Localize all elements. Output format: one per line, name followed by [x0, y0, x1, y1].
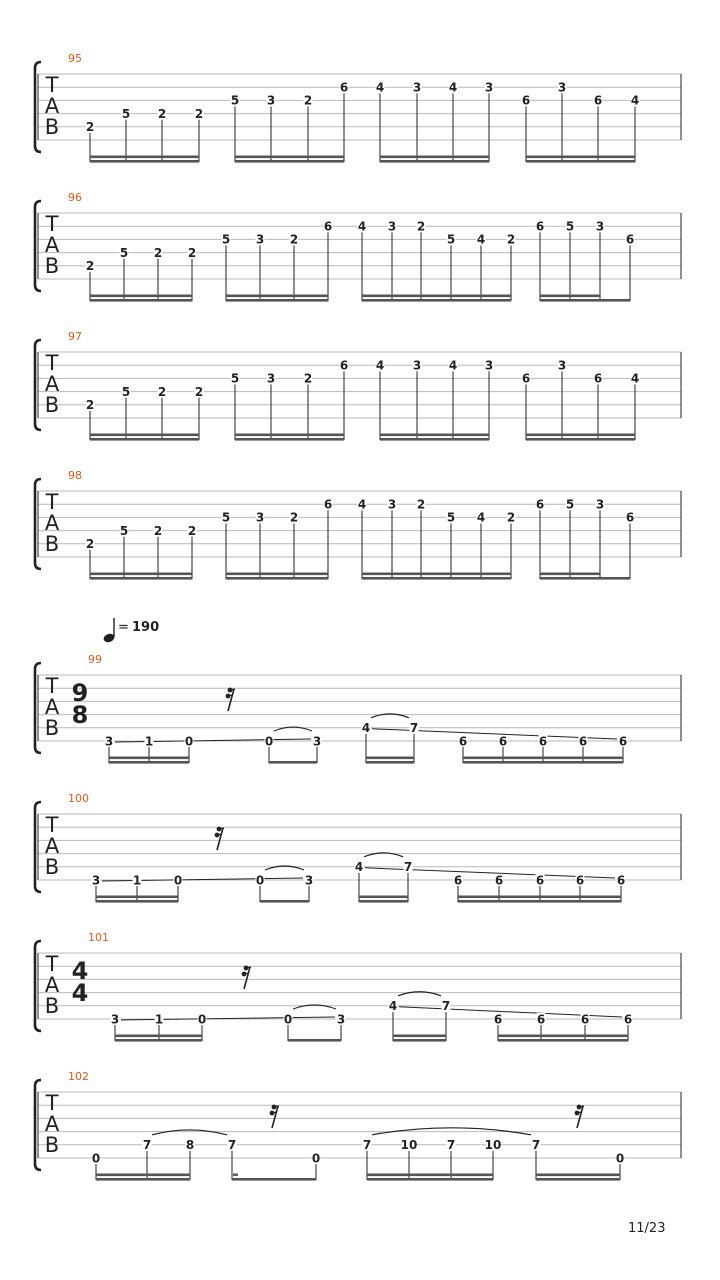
beam [463, 761, 623, 764]
fret-number: 0 [283, 1012, 293, 1027]
tab-system-95 [35, 52, 681, 163]
beam [393, 1035, 446, 1038]
fret-number: 10 [400, 1138, 418, 1153]
beam [90, 434, 199, 437]
beam [380, 160, 489, 163]
fret-number: 4 [357, 497, 367, 512]
fret-number: 6 [535, 873, 545, 888]
beam [380, 438, 489, 441]
fret-number: 6 [535, 497, 545, 512]
fret-number: 5 [221, 232, 231, 247]
fret-number: 5 [565, 497, 575, 512]
fret-number: 7 [531, 1138, 541, 1153]
tab-clef-letter: T [45, 1091, 59, 1115]
fret-number: 3 [255, 232, 265, 247]
beam [260, 900, 309, 903]
fret-number: 4 [448, 358, 458, 373]
fret-number: 4 [388, 999, 398, 1014]
fret-number: 3 [595, 219, 605, 234]
fret-number: 1 [132, 873, 142, 888]
beam [90, 156, 199, 159]
time-signature-digit: 9 [71, 679, 89, 707]
fret-number: 3 [266, 93, 276, 108]
fret-number: 2 [157, 384, 167, 399]
fret-number: 2 [187, 245, 197, 260]
fret-number: 3 [557, 358, 567, 373]
tab-clef-letter: A [44, 695, 60, 719]
fret-number: 4 [354, 860, 364, 875]
rest-flag [272, 1112, 277, 1113]
fret-number: 3 [484, 80, 494, 95]
rest-flag [228, 695, 233, 696]
fret-number: 3 [255, 510, 265, 525]
tab-clef-letter: A [44, 372, 60, 396]
time-signature-digit: 4 [71, 957, 89, 985]
beam [380, 434, 489, 437]
fret-number: 6 [593, 93, 603, 108]
fret-number: 3 [91, 873, 101, 888]
fret-number: 7 [142, 1138, 152, 1153]
fret-number: 6 [625, 510, 635, 525]
tab-clef-letter: B [44, 393, 60, 417]
rest-stem [228, 689, 234, 711]
fret-number: 0 [173, 873, 183, 888]
sixteenth-rest [575, 1105, 584, 1128]
beam [600, 299, 630, 302]
fret-number: 6 [623, 1012, 633, 1027]
beam [367, 1174, 493, 1177]
rest-flag [244, 973, 249, 974]
fret-number: 1 [154, 1012, 164, 1027]
beam [96, 1174, 190, 1177]
fret-number: 3 [595, 497, 605, 512]
fret-number: 4 [630, 93, 640, 108]
beam [393, 1039, 446, 1042]
measure-number: 98 [68, 469, 82, 482]
fret-number: 10 [484, 1138, 502, 1153]
tab-clef-letter: A [44, 233, 60, 257]
fret-number: 6 [625, 232, 635, 247]
fret-number: 6 [323, 219, 333, 234]
tab-clef-letter: A [44, 973, 60, 997]
fret-number: 2 [416, 497, 426, 512]
fret-number: 3 [387, 219, 397, 234]
fret-number: 0 [311, 1151, 321, 1166]
tab-clef-letter: B [44, 994, 60, 1018]
tab-clef-letter: T [45, 952, 59, 976]
rest-flag [217, 834, 222, 835]
fret-number: 2 [187, 523, 197, 538]
beam [600, 577, 630, 580]
fret-number: 6 [580, 1012, 590, 1027]
beam [109, 761, 189, 764]
rest-flag [246, 967, 251, 968]
fret-number: 2 [85, 259, 95, 274]
beam [226, 295, 328, 298]
tempo-marking [102, 618, 159, 644]
beam [235, 438, 344, 441]
beam [498, 1039, 628, 1042]
fret-number: 5 [221, 510, 231, 525]
beam [232, 1178, 316, 1181]
measure-number: 95 [68, 52, 82, 65]
rest-flag [579, 1106, 584, 1107]
rest-stem [217, 828, 223, 850]
measure-number: 99 [88, 653, 102, 666]
fret-number: 7 [409, 721, 419, 736]
tab-system-100 [35, 792, 681, 903]
beam [90, 577, 192, 580]
fret-number: 6 [521, 93, 531, 108]
beam [359, 900, 408, 903]
rest-flag [274, 1106, 279, 1107]
tab-clef-letter: A [44, 1112, 60, 1136]
time-signature-digit: 4 [71, 979, 89, 1007]
beam [235, 156, 344, 159]
beam-stub [233, 1174, 238, 1176]
tab-clef-letter: A [44, 94, 60, 118]
beam [526, 160, 635, 163]
beam [526, 438, 635, 441]
beam [109, 757, 189, 760]
fret-number: 4 [375, 358, 385, 373]
fret-number: 0 [255, 873, 265, 888]
fret-number: 0 [615, 1151, 625, 1166]
tab-clef-letter: B [44, 532, 60, 556]
measure-number: 97 [68, 330, 82, 343]
tab-clef-letter: T [45, 813, 59, 837]
fret-number: 4 [448, 80, 458, 95]
fret-number: 5 [121, 384, 131, 399]
beam [362, 577, 511, 580]
fret-number: 6 [536, 1012, 546, 1027]
fret-number: 7 [403, 860, 413, 875]
rest-flag [230, 689, 235, 690]
tab-clef-letter: T [45, 490, 59, 514]
fret-number: 0 [197, 1012, 207, 1027]
fret-number: 3 [312, 734, 322, 749]
rest-stem [272, 1106, 278, 1128]
fret-number: 3 [412, 358, 422, 373]
time-signature-digit: 8 [71, 701, 89, 729]
fret-number: 0 [91, 1151, 101, 1166]
fret-number: 6 [493, 1012, 503, 1027]
fret-number: 6 [339, 80, 349, 95]
fret-number: 2 [303, 93, 313, 108]
sixteenth-rest [226, 688, 235, 711]
page-number: 11/23 [628, 1221, 666, 1236]
fret-number: 6 [453, 873, 463, 888]
beam [359, 896, 408, 899]
fret-number: 6 [575, 873, 585, 888]
beam [115, 1039, 202, 1042]
sixteenth-rest [270, 1105, 279, 1128]
fret-number: 4 [476, 510, 486, 525]
beam [367, 1178, 493, 1181]
fret-number: 7 [446, 1138, 456, 1153]
beam [536, 1174, 620, 1177]
fret-number: 3 [484, 358, 494, 373]
fret-number: 2 [289, 232, 299, 247]
tab-clef-letter: B [44, 254, 60, 278]
fret-number: 3 [387, 497, 397, 512]
fret-number: 6 [323, 497, 333, 512]
fret-number: 8 [185, 1138, 195, 1153]
fret-number: 7 [441, 999, 451, 1014]
tab-clef-letter: T [45, 674, 59, 698]
beam [498, 1035, 628, 1038]
fret-number: 2 [194, 384, 204, 399]
tab-clef-letter: A [44, 834, 60, 858]
tempo-value: 190 [132, 620, 160, 635]
fret-number: 6 [458, 734, 468, 749]
tempo-equals: = [118, 620, 129, 635]
tab-system-102 [35, 1070, 681, 1181]
fret-number: 2 [157, 106, 167, 121]
fret-number: 5 [230, 371, 240, 386]
fret-number: 3 [104, 734, 114, 749]
fret-number: 5 [446, 510, 456, 525]
tab-clef-letter: B [44, 855, 60, 879]
fret-number: 4 [476, 232, 486, 247]
tab-system-98 [35, 469, 681, 580]
fret-number: 5 [121, 106, 131, 121]
beam [540, 577, 600, 580]
fret-number: 6 [521, 371, 531, 386]
fret-number: 7 [362, 1138, 372, 1153]
fret-number: 6 [339, 358, 349, 373]
measure-number: 102 [68, 1070, 89, 1083]
rest-stem [577, 1106, 583, 1128]
fret-number: 5 [446, 232, 456, 247]
tab-system-96 [35, 191, 681, 302]
tab-system-99 [35, 653, 681, 764]
fret-number: 5 [565, 219, 575, 234]
beam [90, 573, 192, 576]
fret-number: 3 [110, 1012, 120, 1027]
fret-number: 2 [153, 245, 163, 260]
beam [526, 434, 635, 437]
beam [90, 295, 192, 298]
fret-number: 5 [119, 523, 129, 538]
fret-number: 4 [375, 80, 385, 95]
beam [526, 156, 635, 159]
tab-clef-letter: A [44, 511, 60, 535]
tab-clef-letter: T [45, 212, 59, 236]
beam [288, 1039, 341, 1042]
fret-number: 4 [357, 219, 367, 234]
fret-number: 3 [557, 80, 567, 95]
fret-number: 2 [303, 371, 313, 386]
tab-clef-letter: T [45, 73, 59, 97]
beam [115, 1035, 202, 1038]
beam [463, 757, 623, 760]
beam [226, 577, 328, 580]
beam [366, 761, 414, 764]
beam [269, 761, 317, 764]
tab-clef-letter: B [44, 1133, 60, 1157]
beam [536, 1178, 620, 1181]
fret-number: 2 [194, 106, 204, 121]
fret-number: 3 [266, 371, 276, 386]
beam [362, 573, 511, 576]
fret-number: 5 [119, 245, 129, 260]
tie-arc [152, 1130, 227, 1135]
beam [362, 295, 511, 298]
fret-number: 7 [227, 1138, 237, 1153]
rest-flag [219, 828, 224, 829]
sixteenth-rest [242, 966, 251, 989]
measure-number: 96 [68, 191, 82, 204]
fret-number: 6 [498, 734, 508, 749]
beam [540, 295, 600, 298]
fret-number: 3 [412, 80, 422, 95]
beam [226, 299, 328, 302]
beam-stub [537, 1174, 542, 1176]
fret-number: 6 [618, 734, 628, 749]
beam [380, 156, 489, 159]
fret-number: 2 [506, 510, 516, 525]
beam [226, 573, 328, 576]
fret-number: 6 [494, 873, 504, 888]
beam [90, 299, 192, 302]
beam [96, 1178, 190, 1181]
fret-number: 2 [85, 537, 95, 552]
fret-number: 6 [535, 219, 545, 234]
fret-number: 5 [230, 93, 240, 108]
beam [540, 573, 600, 576]
tab-clef-letter: B [44, 115, 60, 139]
fret-number: 6 [538, 734, 548, 749]
beam [235, 160, 344, 163]
beam [458, 896, 621, 899]
beam [458, 900, 621, 903]
fret-number: 4 [361, 721, 371, 736]
fret-number: 1 [144, 734, 154, 749]
fret-number: 6 [616, 873, 626, 888]
beam [90, 438, 199, 441]
fret-number: 4 [630, 371, 640, 386]
beam [96, 900, 178, 903]
fret-number: 2 [85, 120, 95, 135]
fret-number: 2 [153, 523, 163, 538]
beam [235, 434, 344, 437]
fret-number: 6 [593, 371, 603, 386]
tab-system-101 [35, 931, 681, 1042]
rest-stem [244, 967, 250, 989]
measure-number: 101 [88, 931, 109, 944]
beam [362, 299, 511, 302]
beam [540, 299, 600, 302]
fret-number: 3 [336, 1012, 346, 1027]
sixteenth-rest [215, 827, 224, 850]
rest-flag [577, 1112, 582, 1113]
tab-clef-letter: B [44, 716, 60, 740]
fret-number: 0 [264, 734, 274, 749]
fret-number: 2 [85, 398, 95, 413]
measure-number: 100 [68, 792, 89, 805]
fret-number: 3 [304, 873, 314, 888]
fret-number: 2 [289, 510, 299, 525]
beam [90, 160, 199, 163]
tab-clef-letter: T [45, 351, 59, 375]
beam [366, 757, 414, 760]
fret-number: 0 [184, 734, 194, 749]
beam [96, 896, 178, 899]
fret-number: 2 [416, 219, 426, 234]
tab-system-97 [35, 330, 681, 441]
fret-number: 6 [578, 734, 588, 749]
fret-number: 2 [506, 232, 516, 247]
